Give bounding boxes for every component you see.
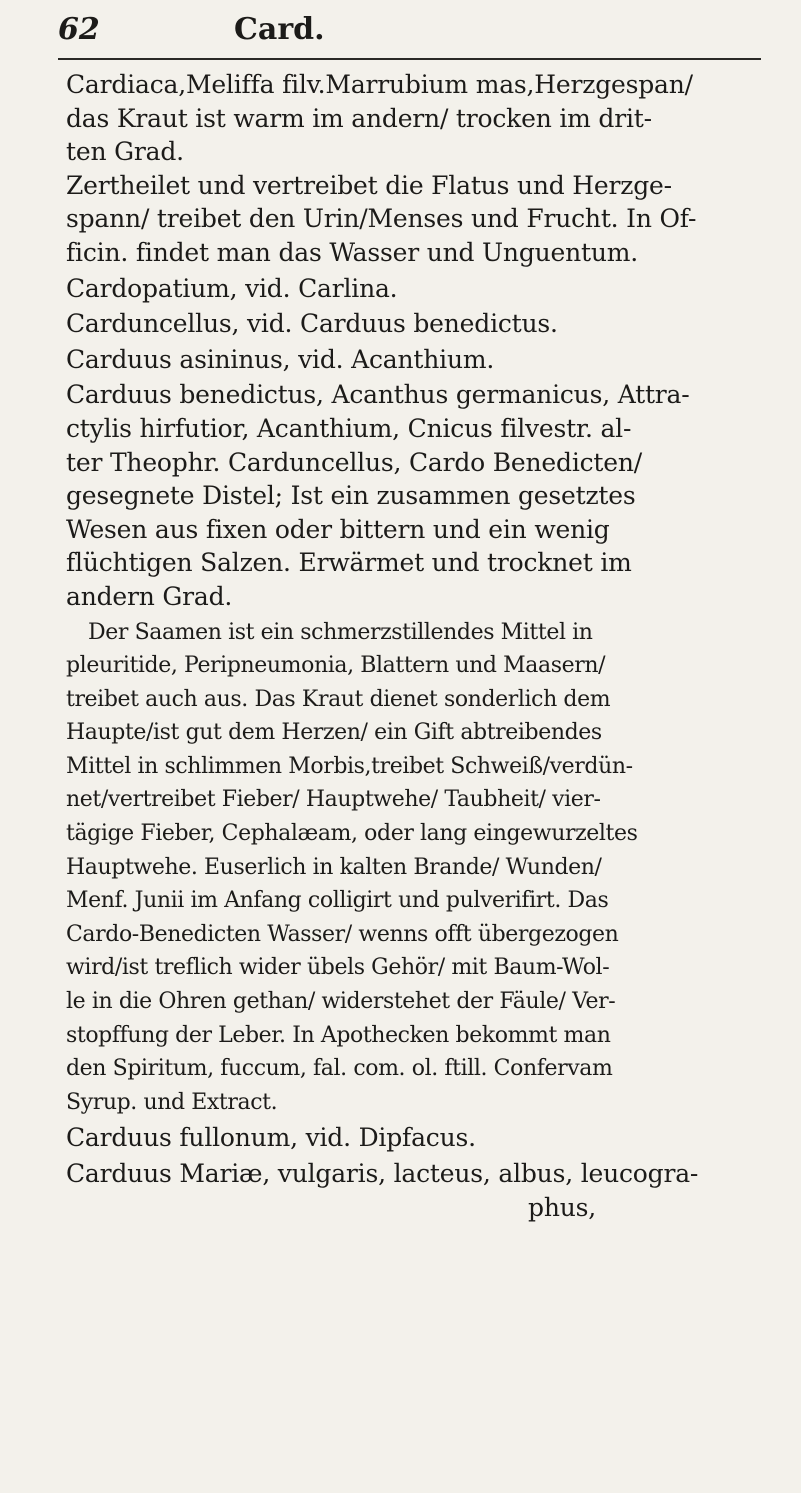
text-line: ten Grad. [66,137,184,167]
text-line-small: tägige Fieber, Cephalæam, oder lang eingewurzeltes [66,821,638,847]
text-line: Carduus benedictus, Acanthus germanicus, Attra- [66,380,690,410]
text-line-small: wird/ist treflich wider übels Gehör/ mit Baum-Wol- [66,955,610,981]
text-line-small: den Spiritum, fuccum, fal. com. ol. ftill. Confervam [66,1056,613,1082]
text-line: ter Theophr. Carduncellus, Cardo Benedicten/ [66,447,642,477]
text-line-small: stopffung der Leber. In Apothecken bekommt man [66,1022,611,1048]
text-line: Zertheilet und vertreibet die Flatus und Herzge- [66,170,672,200]
dictionary-entry [66,343,766,377]
text-line-small: Hauptwehe. Euserlich in kalten Brande/ Wunden/ [66,854,602,880]
text-line-small: Syrup. und Extract. [66,1089,278,1115]
text-line-small: net/vertreibet Fieber/ Hauptwehe/ Taubheit/ vier- [66,787,601,813]
text-line: Carduncellus, vid. Carduus benedictus. [66,309,558,339]
text-line: ctylis hirfutior, Acanthium, Cnicus filvestr. al- [66,413,632,443]
dictionary-entry [66,1121,766,1155]
text-line: Carduus asininus, vid. Acanthium. [66,344,495,374]
text-line: Cardiaca,Meliffa filv.Marrubium mas,Herzgespan/ [66,70,693,99]
text-line-small: Mittel in schlimmen Morbis,treibet Schweiß/verdün- [66,753,633,779]
header-rule [58,58,761,60]
text-line: Carduus fullonum, vid. Dipfacus. [66,1123,476,1153]
text-line: Cardopatium, vid. Carlina. [66,273,398,303]
dictionary-entry [66,616,766,1120]
dictionary-entry [66,307,766,341]
text-line: gesegnete Distel; Ist ein zusammen gesetztes [66,481,636,511]
text-line: Carduus Mariæ, vulgaris, lacteus, albus, leucogra- [66,1159,699,1188]
text-line-small: Cardo-Benedicten Wasser/ wenns offt übergezogen [66,921,619,947]
text-line: spann/ treibet den Urin/Menses und Frucht. In Of- [66,204,697,234]
text-line-small: le in die Ohren gethan/ widerstehet der Fäule/ Ver- [66,989,616,1015]
text-line-small: treibet auch aus. Das Kraut dienet sonderlich dem [66,686,611,712]
text-line-small: Haupte/ist gut dem Herzen/ ein Gift abtreibendes [66,720,602,746]
text-line: Wesen aus fixen oder bittern und ein wenig [66,514,610,544]
text-line-small: pleuritide, Peripneumonia, Blattern und Maasern/ [66,653,606,679]
dictionary-entry [66,1157,766,1224]
running-head: Card. [234,12,325,47]
text-line: andern Grad. [66,581,233,611]
dictionary-entry [66,272,766,306]
text-line-small: Menf. Junii im Anfang colligirt und pulverifirt. Das [66,888,609,914]
text-line: flüchtigen Salzen. Erwärmet und trocknet im [66,548,632,578]
dictionary-entry [66,378,766,613]
text-line: das Kraut ist warm im andern/ trocken im drit- [66,103,652,133]
text-line-small: Der Saamen ist ein schmerzstillendes Mittel in [88,619,593,645]
text-line-continuation: phus, [528,1192,596,1222]
text-line: ficin. findet man das Wasser und Unguentum. [66,237,639,267]
page-number: 62 [58,12,100,47]
dictionary-entry [66,68,766,270]
dictionary-entries [66,68,766,1226]
